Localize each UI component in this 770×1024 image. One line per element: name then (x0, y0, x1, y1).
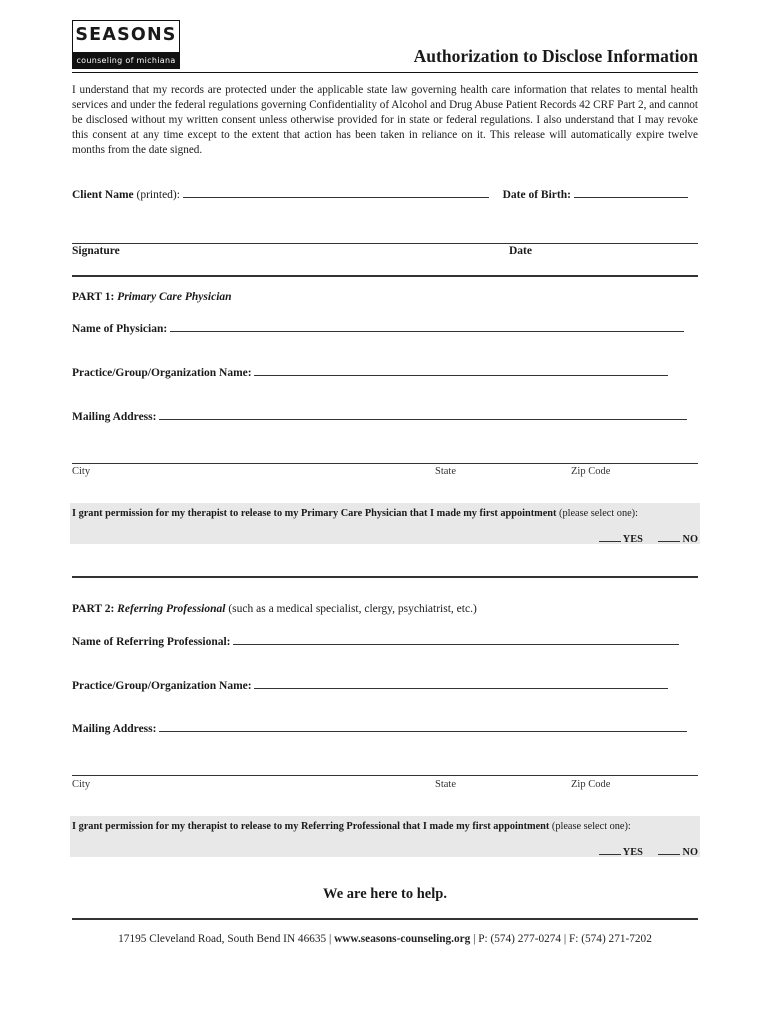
part2-heading (72, 603, 477, 615)
title-divider (72, 72, 698, 73)
physician-city-line[interactable] (72, 463, 698, 464)
client-name-field[interactable] (183, 186, 489, 198)
physician-address-field[interactable] (159, 408, 687, 420)
client-name-label: Client Name (72, 189, 134, 201)
referrer-permission-note: (please select one): (551, 821, 631, 832)
footer-address: 17195 Cleveland Road, South Bend IN 46635 (118, 933, 327, 945)
physician-permission-box (70, 503, 700, 544)
footer-fax: F: (574) 271-7202 (569, 933, 652, 945)
client-info-row (72, 186, 698, 201)
physician-zip-label: Zip Code (571, 466, 611, 477)
physician-permission-text (72, 508, 638, 519)
logo-subtitle: counseling of michiana (73, 52, 179, 69)
signature-line[interactable] (72, 243, 698, 244)
signature-date-label: Date (509, 245, 532, 257)
referrer-state-label: State (435, 779, 456, 790)
physician-practice-label: Practice/Group/Organization Name: (72, 367, 252, 379)
footer-separator: | (563, 933, 567, 945)
referrer-yes-no (599, 845, 698, 858)
section-divider-2 (72, 576, 698, 578)
referrer-practice-row (72, 677, 698, 692)
referrer-city-label: City (72, 779, 91, 790)
seasons-logo (72, 20, 180, 69)
referrer-zip-label: Zip Code (571, 779, 611, 790)
physician-no-blank[interactable] (658, 532, 680, 542)
referrer-permission-box (70, 816, 700, 857)
physician-permission-statement: I grant permission for my therapist to release to my Primary Care Physician that I made my first appointment (72, 508, 557, 519)
part1-prefix: PART 1: (72, 291, 115, 303)
referrer-practice-label: Practice/Group/Organization Name: (72, 680, 252, 692)
physician-yes-no (599, 532, 698, 545)
referrer-no-blank[interactable] (658, 845, 680, 855)
physician-no-label: NO (682, 534, 698, 545)
referrer-yes-label: YES (622, 847, 643, 858)
footer-separator: | (329, 933, 332, 945)
physician-city-label: City (72, 466, 91, 477)
signature-label: Signature (72, 245, 120, 257)
footer-separator: | (473, 933, 476, 945)
footer-phone: P: (574) 277-0274 (478, 933, 562, 945)
footer-website-link[interactable]: www.seasons-counseling.org (334, 933, 471, 945)
part2-prefix: PART 2: (72, 603, 115, 615)
referrer-no-label: NO (682, 847, 698, 858)
physician-address-row (72, 408, 698, 423)
referrer-permission-statement: I grant permission for my therapist to release to my Referring Professional that I made my first appointment (72, 821, 550, 832)
part1-title: Primary Care Physician (117, 291, 232, 303)
client-name-hint: (printed): (136, 189, 180, 201)
physician-name-row (72, 320, 698, 335)
part2-title: Referring Professional (117, 603, 226, 615)
physician-name-field[interactable] (170, 320, 684, 332)
referrer-name-row (72, 633, 698, 648)
footer-divider (72, 918, 698, 920)
dob-field[interactable] (574, 186, 688, 198)
consent-paragraph: I understand that my records are protected under the applicable state law governing health care information that relates to mental health services and under the federal regulations governing Confidentiality of Alcohol and Drug Abuse Patient Records 42 CRF Part 2, and cannot be disclosed without my written consent unless otherwise provided for in state or federal regulations. I also understand that I may revoke this consent at any time except to the extent that action has been taken in reliance on it. This release will automatically expire twelve months from the date signed. (72, 84, 698, 157)
physician-yes-blank[interactable] (599, 532, 621, 542)
referrer-name-label: Name of Referring Professional: (72, 636, 231, 648)
physician-practice-field[interactable] (254, 364, 668, 376)
referrer-permission-text (72, 821, 631, 832)
document-title: Authorization to Disclose Information (413, 46, 698, 66)
closing-message: We are here to help. (323, 886, 447, 902)
dob-label: Date of Birth: (502, 189, 571, 201)
physician-practice-row (72, 364, 698, 379)
referrer-name-field[interactable] (233, 633, 679, 645)
part2-note: (such as a medical specialist, clergy, psychiatrist, etc.) (228, 603, 477, 615)
section-divider-1 (72, 275, 698, 277)
referrer-city-line[interactable] (72, 775, 698, 776)
physician-name-label: Name of Physician: (72, 323, 168, 335)
physician-yes-label: YES (622, 534, 643, 545)
part1-heading (72, 291, 232, 303)
referrer-address-field[interactable] (159, 720, 687, 732)
physician-state-label: State (435, 466, 456, 477)
referrer-yes-blank[interactable] (599, 845, 621, 855)
referrer-address-label: Mailing Address: (72, 723, 157, 735)
referrer-practice-field[interactable] (254, 677, 668, 689)
consent-statement (72, 83, 698, 158)
physician-permission-note: (please select one): (559, 508, 638, 519)
physician-address-label: Mailing Address: (72, 411, 157, 423)
logo-name: SEASONS (75, 25, 177, 45)
referrer-address-row (72, 720, 698, 735)
footer-contact (0, 933, 770, 945)
